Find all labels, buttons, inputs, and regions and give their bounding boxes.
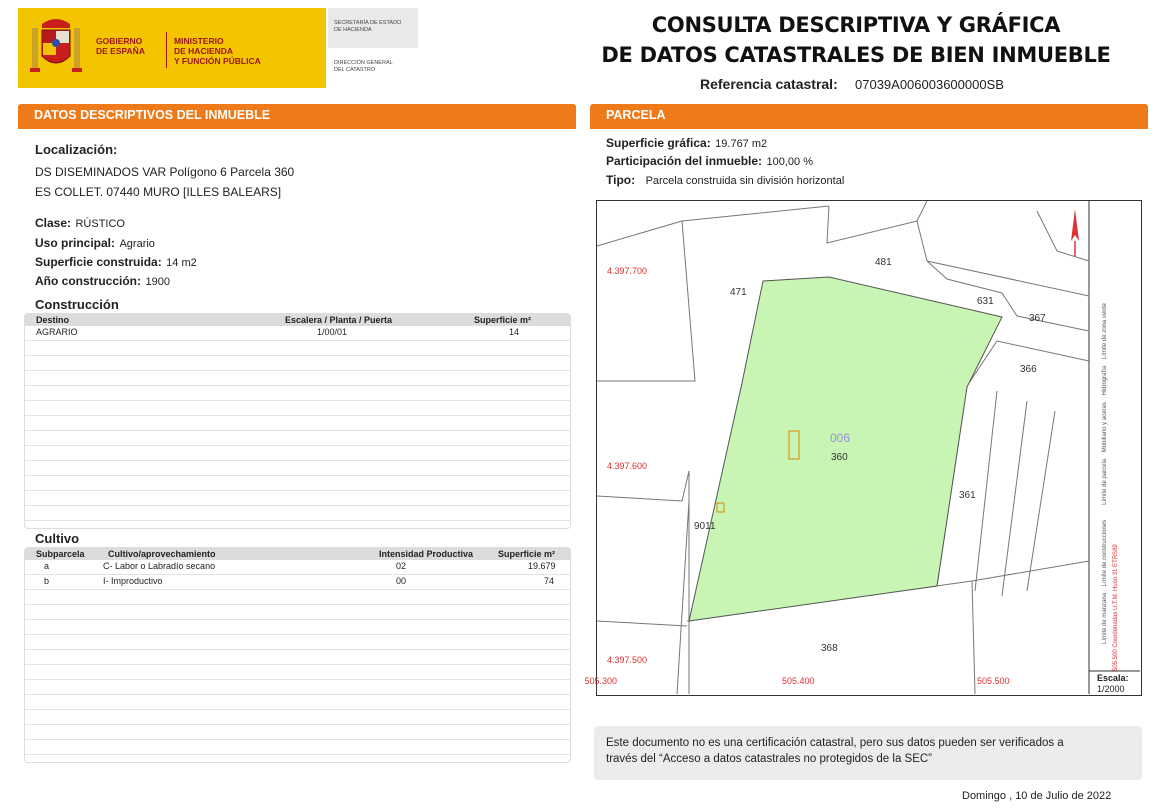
sup-grafica-value: 19.767 m2 [715,138,768,150]
cell-intensidad: 02 [396,561,407,571]
section-underline [18,126,576,129]
parcel-label-366: 366 [1020,364,1037,375]
parcel-label-631: 631 [977,296,994,307]
localizacion-label: Localización: [35,142,118,157]
table-row-empty [25,506,570,521]
legend-line [1102,204,1108,644]
parcela-section-header [590,104,1148,129]
legend-item: Límite de manzana [1102,592,1108,644]
ref-catastral-label: Referencia catastral: [700,76,838,92]
disclaimer-notice [594,726,1142,780]
col-destino: Destino [36,315,70,325]
uso-value: Agrario [119,238,155,250]
notice-line1: Este documento no es una certificación catastral, pero sus datos pueden ser verificados a [606,737,1064,749]
table-row [25,326,570,341]
logo-divider [166,32,167,68]
construccion-table [24,313,571,529]
coord-x-label: 505.500 [977,676,1010,686]
superficie-field [35,253,197,271]
parcel-label-361: 361 [959,490,976,501]
cell-superficie: 14 [509,327,520,337]
legend-item: Límite de zona verde [1102,303,1108,360]
table-row-empty [25,491,570,506]
col-intensidad: Intensidad Productiva [379,549,474,559]
cell-cultivo: C- Labor o Labradío secano [103,561,216,571]
table-row-empty [25,416,570,431]
table-row-empty [25,635,570,650]
coord-y-label: 4.397.700 [607,266,648,276]
parcel-label-9011: 9011 [694,521,716,532]
table-row-empty [25,590,570,605]
tipo-label: Tipo: [606,173,636,187]
datos-section-title: DATOS DESCRIPTIVOS DEL INMUEBLE [18,104,576,126]
parcel-label-368: 368 [821,643,838,654]
anio-value: 1900 [145,276,170,288]
coord-x-label: 505.300 [584,676,617,686]
table-row-empty [25,371,570,386]
table-row-empty [25,356,570,371]
uso-field [35,234,155,252]
cultivo-table [24,547,571,763]
participacion-field [606,152,813,170]
table-row-empty [25,680,570,695]
legend-item: Límite de construcciones [1102,519,1108,587]
map-legend [1091,213,1119,671]
table-row-empty [25,695,570,710]
table-row-empty [25,446,570,461]
secretaria-text: SECRETARÍA DE ESTADO DE HACIENDA [334,20,402,33]
scale-label: Escala: [1097,673,1129,683]
crs-label: 505.500 Coordenadas U.T.M. Huso 31 ETRS89 [1113,544,1119,671]
table-row-empty [25,650,570,665]
table-row-empty [25,620,570,635]
uso-label: Uso principal: [35,236,116,250]
cultivo-title: Cultivo [35,531,80,546]
subparcel-code-label: 006 [830,431,851,445]
coat-of-arms-icon [28,14,84,80]
cultivo-table-header [25,548,570,560]
parcel-label-471: 471 [730,287,747,298]
table-row-empty [25,401,570,416]
construccion-title: Construcción [35,297,119,312]
table-row-empty [25,386,570,401]
table-row-empty [25,725,570,740]
map-svg [584,201,1140,694]
localizacion-line1: DS DISEMINADOS VAR Polígono 6 Parcela 360 [35,165,295,179]
parcel-360-shape [689,277,1002,621]
cell-superficie: 19.679 [528,561,556,571]
cell-escalera: 1/00/01 [317,327,348,337]
cadastral-map[interactable] [584,200,1142,696]
legend-item: Hidrografía [1102,365,1108,396]
parcel-label-367: 367 [1029,313,1046,324]
legend-item: Límite de parcela [1102,458,1108,505]
scale-value: 1/2000 [1097,684,1125,694]
table-row [25,575,570,590]
parcela-section-title: PARCELA [590,104,1148,126]
notice-line2: través del “Acceso a datos catastrales no protegidos de la SEC” [606,753,933,765]
superficie-value: 14 m2 [166,257,197,269]
table-row-empty [25,665,570,680]
tipo-value: Parcela construida sin división horizontal [645,175,845,187]
col-cultivo: Cultivo/aprovechamiento [108,549,216,559]
anio-field [35,272,170,290]
north-arrow-icon [1071,209,1079,241]
col-subparcela: Subparcela [36,549,85,559]
ref-catastral-value: 07039A006003600000SB [855,77,1004,92]
sup-grafica-field [606,134,767,152]
localizacion-line2: ES COLLET. 07440 MURO [ILLES BALEARS] [35,185,282,199]
table-row [25,560,570,575]
cell-subparcela: a [44,561,50,571]
table-row-empty [25,431,570,446]
anio-label: Año construcción: [35,274,142,288]
cell-cultivo: I- Improductivo [103,576,163,586]
datos-section-header [18,104,576,129]
tipo-field [606,171,844,189]
cell-intensidad: 00 [396,576,407,586]
table-row-empty [25,341,570,356]
col-superficie: Superficie m² [474,315,532,325]
coord-y-label: 4.397.500 [607,655,648,665]
document-title: CONSULTA DESCRIPTIVA Y GRÁFICA DE DATOS CATASTRALES DE BIEN INMUEBLE [601,13,1111,67]
cell-subparcela: b [44,576,50,586]
parcel-label-481: 481 [875,257,892,268]
legend-item: Mobiliario y aceras [1102,402,1108,453]
footer-date: Domingo , 10 de Julio de 2022 [962,790,1112,802]
section-underline [590,126,1148,129]
construccion-table-header [25,314,570,326]
superficie-label: Superficie construida: [35,255,162,269]
sup-grafica-label: Superficie gráfica: [606,136,711,150]
clase-label: Clase: [35,216,72,230]
coord-y-label: 4.397.600 [607,461,648,471]
ministerio-text: MINISTERIO DE HACIENDA Y FUNCIÓN PÚBLICA [174,36,261,66]
clase-field [35,214,125,232]
participacion-value: 100,00 % [766,156,813,168]
participacion-label: Participación del inmueble: [606,154,763,168]
gobierno-text: GOBIERNO DE ESPAÑA [96,36,145,56]
direccion-text: DIRECCIÓN GENERAL DEL CATASTRO [334,60,393,73]
coord-x-label: 505.400 [782,676,815,686]
table-row-empty [25,605,570,620]
table-row-empty [25,461,570,476]
table-row-empty [25,476,570,491]
cell-destino: AGRARIO [36,327,78,337]
clase-value: RÚSTICO [75,218,125,230]
col-superficie: Superficie m² [498,549,556,559]
cell-superficie: 74 [544,576,555,586]
col-escalera: Escalera / Planta / Puerta [285,315,393,325]
table-row-empty [25,740,570,755]
parcel-label-360: 360 [831,452,848,463]
table-row-empty [25,710,570,725]
